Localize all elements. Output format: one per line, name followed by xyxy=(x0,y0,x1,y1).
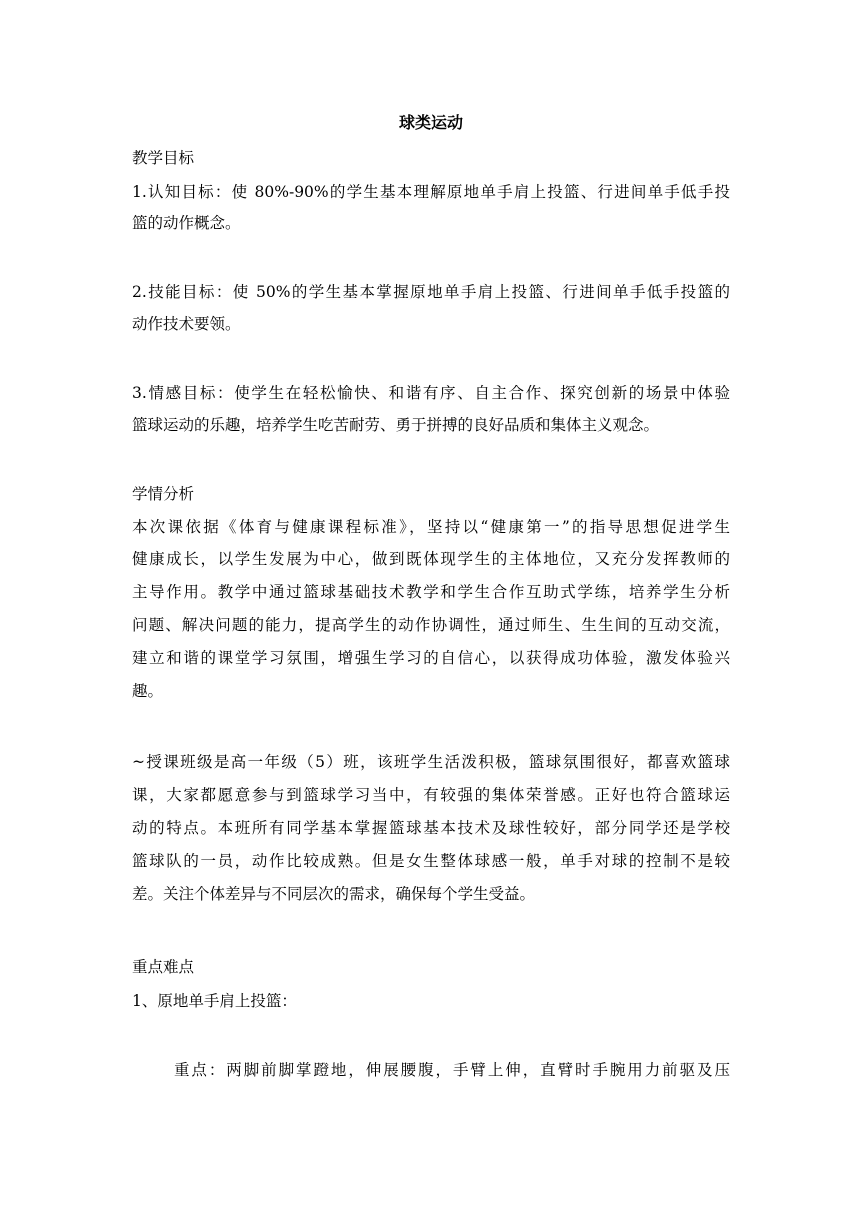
objective-1-line-1: 1.认知目标：使 80%-90%的学生基本理解原地单手肩上投篮、行进间单手低手投 xyxy=(132,183,730,201)
key-point-1-title: 1、原地单手肩上投篮： xyxy=(132,992,297,1010)
analysis-para1-line-3: 主导作用。教学中通过篮球基础技术教学和学生合作互助式学练，培养学生分析 xyxy=(132,583,730,601)
objectives-heading: 教学目标 xyxy=(132,149,195,167)
objective-2-line-1: 2.技能目标：使 50%的学生基本掌握原地单手肩上投篮、行进间单手低手投篮的 xyxy=(132,283,730,301)
analysis-para1-line-4: 问题、解决问题的能力，提高学生的动作协调性，通过师生、生生间的互动交流， xyxy=(132,616,730,634)
objective-3-line-1: 3.情感目标：使学生在轻松愉快、和谐有序、自主合作、探究创新的场景中体验 xyxy=(132,384,730,402)
analysis-para2-line-2: 课，大家都愿意参与到篮球学习当中，有较强的集体荣誉感。正好也符合篮球运 xyxy=(132,786,730,804)
analysis-para1-line-6: 趣。 xyxy=(132,682,164,700)
objective-2-line-2: 动作技术要领。 xyxy=(132,315,241,333)
key-point-1-emphasis: 重点：两脚前脚掌蹬地，伸展腰腹，手臂上伸，直臂时手腕用力前驱及压 xyxy=(174,1061,730,1079)
analysis-para1-line-2: 健康成长，以学生发展为中心，做到既体现学生的主体地位，又充分发挥教师的 xyxy=(132,550,730,568)
analysis-para2-line-5: 差。关注个体差异与不同层次的需求，确保每个学生受益。 xyxy=(132,885,536,903)
analysis-para2-line-1: ~授课班级是高一年级（5）班，该班学生活泼积极，篮球氛围很好，都喜欢篮球 xyxy=(132,753,730,771)
analysis-heading: 学情分析 xyxy=(132,485,195,503)
objective-1-line-2: 篮的动作概念。 xyxy=(132,214,241,232)
document-title: 球类运动 xyxy=(398,113,463,132)
analysis-para2-line-4: 篮球队的一员，动作比较成熟。但是女生整体球感一般，单手对球的控制不是较 xyxy=(132,852,730,870)
analysis-para2-line-3: 动的特点。本班所有同学基本掌握篮球基本技术及球性较好，部分同学还是学校 xyxy=(132,819,730,837)
key-points-heading: 重点难点 xyxy=(132,958,195,976)
objective-3-line-2: 篮球运动的乐趣，培养学生吃苦耐劳、勇于拼搏的良好品质和集体主义观念。 xyxy=(132,416,660,434)
analysis-para1-line-5: 建立和谐的课堂学习氛围，增强生学习的自信心，以获得成功体验，激发体验兴 xyxy=(132,649,730,667)
analysis-para1-line-1: 本次课依据《体育与健康课程标准》，坚持以“健康第一”的指导思想促进学生 xyxy=(132,518,730,536)
